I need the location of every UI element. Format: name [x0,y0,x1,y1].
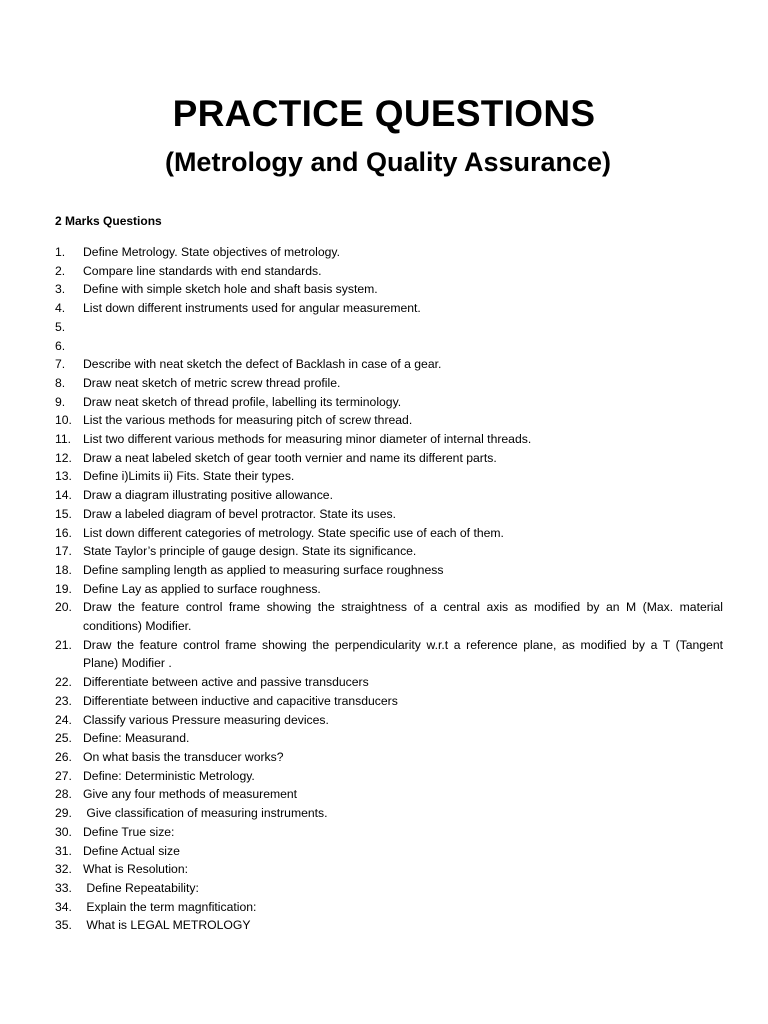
question-number: 4. [55,301,66,316]
list-item [55,748,723,767]
question-number: 9. [55,394,66,409]
question-number: 5. [55,319,66,334]
question-list [55,243,727,935]
question-number: 19. [55,581,72,596]
question-text: Draw the feature control frame showing the straightness of a central axis as modified by an M (Max. material conditions) Modifier. [83,600,727,634]
question-number: 30. [55,824,72,839]
list-item [55,355,723,374]
question-text: Define Lay as applied to surface roughness. [83,581,321,596]
question-text: Draw a labeled diagram of bevel protractor. State its uses. [83,506,396,521]
question-text: Define i)Limits ii) Fits. State their types. [83,469,295,484]
list-item [55,561,723,580]
question-number: 21. [55,637,72,652]
question-text: Compare line standards with end standards. [83,263,322,278]
question-text: Differentiate between active and passive transducers [83,675,369,690]
list-item [55,542,723,561]
page-subtitle: (Metrology and Quality Assurance) [164,147,612,177]
question-number: 27. [55,768,72,783]
list-item [55,430,723,449]
question-number: 13. [55,469,72,484]
question-text: List the various methods for measuring pitch of screw thread. [83,413,413,428]
list-item [55,299,723,318]
list-item [55,804,723,823]
list-item [55,262,723,281]
question-number: 26. [55,749,72,764]
question-number: 11. [55,432,72,447]
question-number: 16. [55,525,72,540]
question-text: Draw a diagram illustrating positive allowance. [83,488,333,503]
list-item [55,823,723,842]
question-text: On what basis the transducer works? [83,749,284,764]
question-text: List two different various methods for measuring minor diameter of internal threads. [83,432,532,447]
question-number: 32. [55,862,72,877]
question-text: Give any four methods of measurement [83,787,298,802]
list-item [55,785,723,804]
question-number: 15. [55,506,72,521]
list-item [55,711,723,730]
list-item [55,580,723,599]
question-number: 17. [55,544,72,559]
list-item [55,860,723,879]
question-text: Describe with neat sketch the defect of Backlash in case of a gear. [83,357,442,372]
question-number: 35. [55,918,72,933]
question-number: 14. [55,488,72,503]
question-text: Define Actual size [83,843,180,858]
question-number: 22. [55,675,72,690]
list-item [55,692,723,711]
question-text: Define: Measurand. [83,731,190,746]
question-text: Classify various Pressure measuring devices. [83,712,329,727]
question-number: 18. [55,562,72,577]
list-item [55,374,723,393]
list-item [55,524,723,543]
question-text: Draw neat sketch of metric screw thread profile. [83,375,341,390]
question-text: Differentiate between inductive and capacitive transducers [83,693,398,708]
question-number: 20. [55,600,72,615]
question-number: 10. [55,413,72,428]
question-text: Define with simple sketch hole and shaft basis system. [83,282,378,297]
question-text: State Taylor’s principle of gauge design. State its significance. [83,544,417,559]
question-text: Define sampling length as applied to measuring surface roughness [83,562,444,577]
question-text: Draw neat sketch of thread profile, labelling its terminology. [83,394,402,409]
question-text: Draw the feature control frame showing the perpendicularity w.r.t a reference plane, as modified by a T (Tangent Plane) Modifier . [83,637,727,671]
list-item [55,486,723,505]
list-item [55,842,723,861]
question-number: 12. [55,450,72,465]
question-text: What is LEGAL METROLOGY [83,918,251,933]
question-text: Define Repeatability: [83,880,199,895]
question-number: 25. [55,731,72,746]
question-number: 1. [55,245,66,259]
question-text: Draw a neat labeled sketch of gear tooth vernier and name its different parts. [83,450,497,465]
question-number: 8. [55,375,66,390]
question-number: 7. [55,357,66,372]
list-item [55,879,723,898]
section-heading: 2 Marks Questions [55,214,162,228]
question-number: 29. [55,806,72,821]
list-item [55,411,723,430]
list-item [55,636,727,673]
list-item [55,916,723,935]
question-text: Explain the term magnfitication: [83,899,257,914]
question-number: 23. [55,693,72,708]
question-number: 3. [55,282,66,297]
list-item [55,729,723,748]
question-number: 34. [55,899,72,914]
list-item [55,337,723,356]
question-text: Give classification of measuring instruments. [83,806,328,821]
question-text: What is Resolution: [83,862,188,877]
list-item [55,243,723,262]
question-text: Define: Deterministic Metrology. [83,768,255,783]
list-item [55,449,723,468]
question-number: 24. [55,712,72,727]
question-number: 6. [55,338,66,353]
question-text: Define Metrology. State objectives of metrology. [83,245,340,259]
page-title: PRACTICE QUESTIONS [172,93,596,134]
list-item [55,673,723,692]
list-item [55,598,727,635]
question-text: List down different categories of metrology. State specific use of each of them. [83,525,504,540]
question-text: Define True size: [83,824,175,839]
question-number: 31. [55,843,72,858]
list-item [55,505,723,524]
list-item [55,467,723,486]
question-number: 33. [55,880,72,895]
question-number: 2. [55,263,66,278]
list-item [55,393,723,412]
question-number: 28. [55,787,72,802]
list-item [55,280,723,299]
question-text: List down different instruments used for angular measurement. [83,301,421,316]
list-item [55,318,723,337]
list-item [55,898,723,917]
list-item [55,767,723,786]
